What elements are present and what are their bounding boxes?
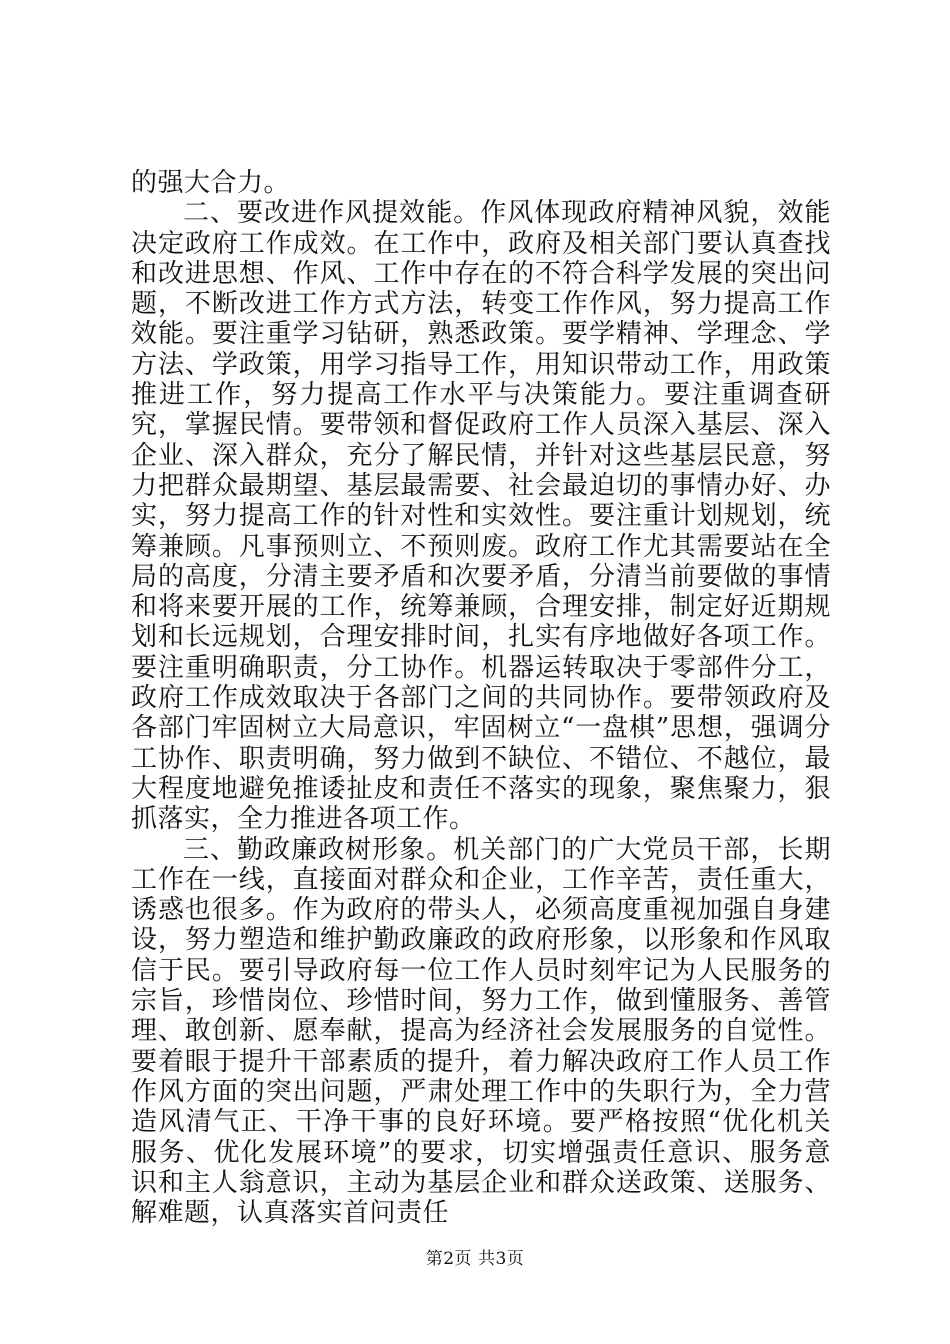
- paragraph-section-three: 三、勤政廉政树形象。机关部门的广大党员干部，长期工作在一线，直接面对群众和企业，工作辛苦，责任重大，诱惑也很多。作为政府的带头人，必须高度重视加强自身建设，努力塑造和维护勤政廉政的政府形象，以形象和作风取信于民。要引导政府每一位工作人员时刻牢记为人民服务的宗旨，珍惜岗位、珍惜时间，努力工作，做到懂服务、善管理、敢创新、愿奉献，提高为经济社会发展服务的自觉性。要着眼于提升干部素质的提升，着力解决政府工作人员工作作风方面的突出问题，严肃处理工作中的失职行为，全力营造风清气正、干净干事的良好环境。要严格按照“优化机关服务、优化发展环境”的要求，切实增强责任意识、服务意识和主人翁意识，主动为基层企业和群众送政策、送服务、解难题，认真落实首问责任: [131, 834, 831, 1229]
- page-footer: [0, 1244, 950, 1269]
- paragraph-section-two: 二、要改进作风提效能。作风体现政府精神风貌，效能决定政府工作成效。在工作中，政府及相关部门要认真查找和改进思想、作风、工作中存在的不符合科学发展的突出问题，不断改进工作方式方法，转变工作作风，努力提高工作效能。要注重学习钻研，熟悉政策。要学精神、学理念、学方法、学政策，用学习指导工作，用知识带动工作，用政策推进工作，努力提高工作水平与决策能力。要注重调查研究，掌握民情。要带领和督促政府工作人员深入基层、深入企业、深入群众，充分了解民情，并针对这些基层民意，努力把群众最期望、基层最需要、社会最迫切的事情办好、办实，努力提高工作的针对性和实效性。要注重计划规划，统筹兼顾。凡事预则立、不预则废。政府工作尤其需要站在全局的高度，分清主要矛盾和次要矛盾，分清当前要做的事情和将来要开展的工作，统筹兼顾，合理安排，制定好近期规划和长远规划，合理安排时间，扎实有序地做好各项工作。要注重明确职责，分工协作。机器运转取决于零部件分工，政府工作成效取决于各部门之间的共同协作。要带领政府及各部门牢固树立大局意识，牢固树立“一盘棋”思想，强调分工协作、职责明确，努力做到不缺位、不错位、不越位，最大程度地避免推诿扯皮和责任不落实的现象，聚焦聚力，狠抓落实，全力推进各项工作。: [131, 198, 831, 835]
- paragraph-continuation: 的强大合力。: [131, 168, 291, 198]
- body-text: [131, 168, 831, 1228]
- page-number: 第2页 共3页: [425, 1249, 525, 1269]
